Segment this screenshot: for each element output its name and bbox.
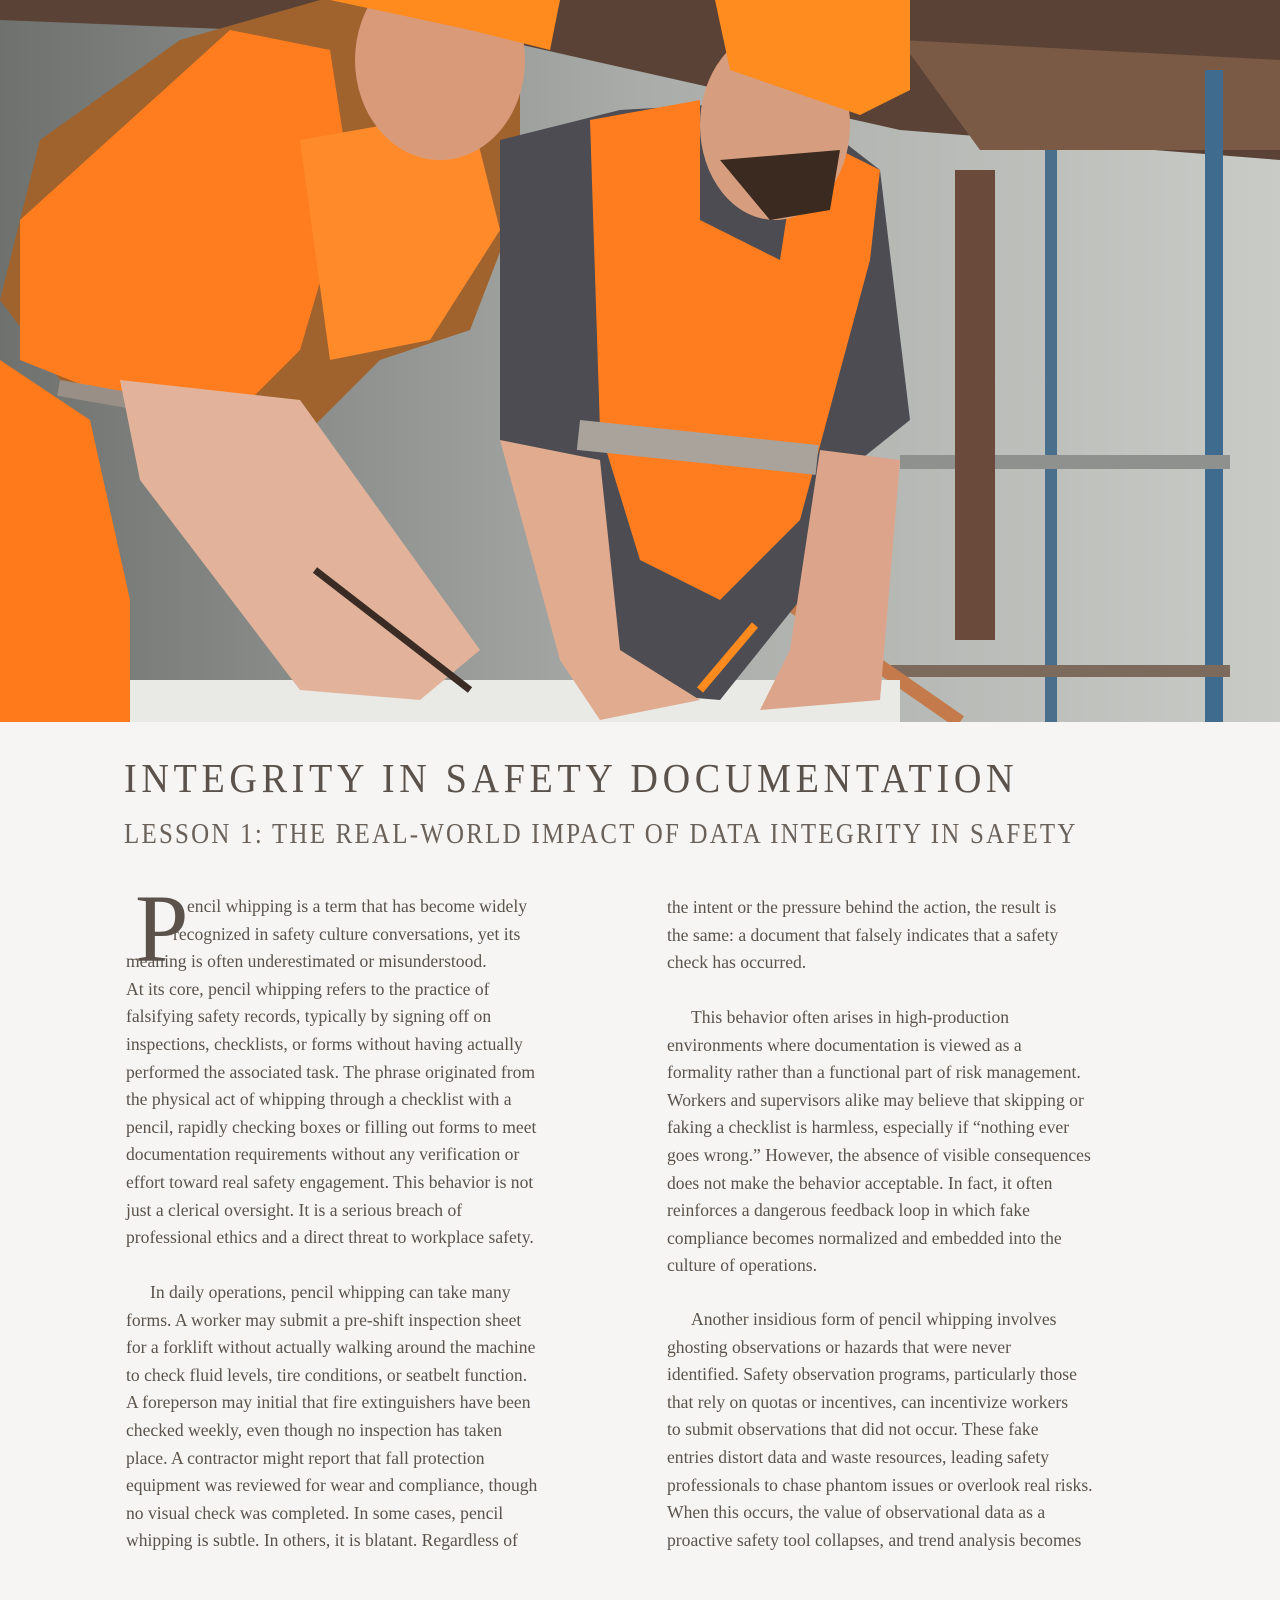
text-line: goes wrong.” However, the absence of visible consequences [667,1144,1091,1165]
text-line: equipment was reviewed for wear and compliance, though [126,1475,538,1496]
text-line: At its core, pencil whipping refers to the practice of [126,978,490,999]
text-line: to submit observations that did not occur. These fake [667,1419,1039,1440]
text-line: check has occurred. [667,952,807,973]
text-line: effort toward real safety engagement. This behavior is not [126,1171,534,1192]
paragraph [667,894,1137,977]
text-line: recognized in safety culture conversations, yet its [173,923,521,944]
lesson-subtitle: LESSON 1: THE REAL-WORLD IMPACT OF DATA INTEGRITY IN SAFETY [124,818,1078,850]
text-line: faking a checklist is harmless, especially if “nothing ever [667,1117,1070,1138]
text-line: checked weekly, even though no inspection has taken [126,1419,503,1440]
drop-cap: P [135,875,189,982]
text-line: the physical act of whipping through a checklist with a [126,1089,512,1110]
text-line: professionals to chase phantom issues or overlook real risks. [667,1474,1093,1495]
paragraph [667,1306,1137,1554]
text-line: reinforces a dangerous feedback loop in which fake [667,1200,1030,1221]
text-line: forms. A worker may submit a pre-shift inspection sheet [126,1309,522,1330]
text-line: formality rather than a functional part of risk management. [667,1062,1081,1083]
text-line: falsifying safety records, typically by signing off on [126,1006,492,1027]
text-line: identified. Safety observation programs, particularly those [667,1364,1077,1385]
text-line: entries distort data and waste resources, leading safety [667,1446,1050,1467]
text-line: This behavior often arises in high-production [691,1007,1010,1027]
text-line: culture of operations. [667,1255,817,1276]
text-line: whipping is subtle. In others, it is blatant. Regardless of [126,1530,518,1551]
workers-photo-illustration [0,0,1280,722]
text-line: compliance becomes normalized and embedded into the [667,1227,1062,1248]
text-line: the same: a document that falsely indicates that a safety [667,924,1059,945]
text-line: for a forklift without actually walking around the machine [126,1337,536,1358]
text-line: Workers and supervisors alike may believe that skipping or [667,1089,1084,1110]
text-line: documentation requirements without any verification or [126,1144,520,1165]
text-line: environments where documentation is viewed as a [667,1034,1022,1055]
text-line: professional ethics and a direct threat to workplace safety. [126,1227,534,1248]
text-line: performed the associated task. The phrase originated from [126,1061,536,1082]
text-line: meaning is often underestimated or misunderstood. [126,951,487,972]
paragraph [126,1279,596,1555]
hero-photo [0,0,1280,722]
text-line: encil whipping is a term that has become widely [187,896,528,916]
text-line: just a clerical oversight. It is a serious breach of [126,1199,463,1220]
text-line: no visual check was completed. In some cases, pencil [126,1502,504,1523]
page-title: INTEGRITY IN SAFETY DOCUMENTATION [124,755,1019,801]
text-line: place. A contractor might report that fall protection [126,1447,485,1468]
text-line: inspections, checklists, or forms without having actually [126,1033,523,1054]
text-line: In daily operations, pencil whipping can take many [150,1282,511,1302]
text-line: A foreperson may initial that fire extinguishers have been [126,1392,531,1413]
text-line: does not make the behavior acceptable. In fact, it often [667,1172,1053,1193]
paragraph [126,875,596,1252]
text-line: the intent or the pressure behind the action, the result is [667,897,1057,917]
text-line: Another insidious form of pencil whipping involves [691,1309,1057,1329]
text-line: ghosting observations or hazards that were never [667,1336,1011,1357]
text-line: to check fluid levels, tire conditions, or seatbelt function. [126,1364,528,1385]
text-line: When this occurs, the value of observational data as a [667,1502,1046,1523]
paragraph [667,1004,1137,1280]
text-line: proactive safety tool collapses, and trend analysis becomes [667,1529,1082,1550]
text-line: pencil, rapidly checking boxes or filling out forms to meet [126,1116,537,1137]
text-line: that rely on quotas or incentives, can incentivize workers [667,1391,1069,1412]
